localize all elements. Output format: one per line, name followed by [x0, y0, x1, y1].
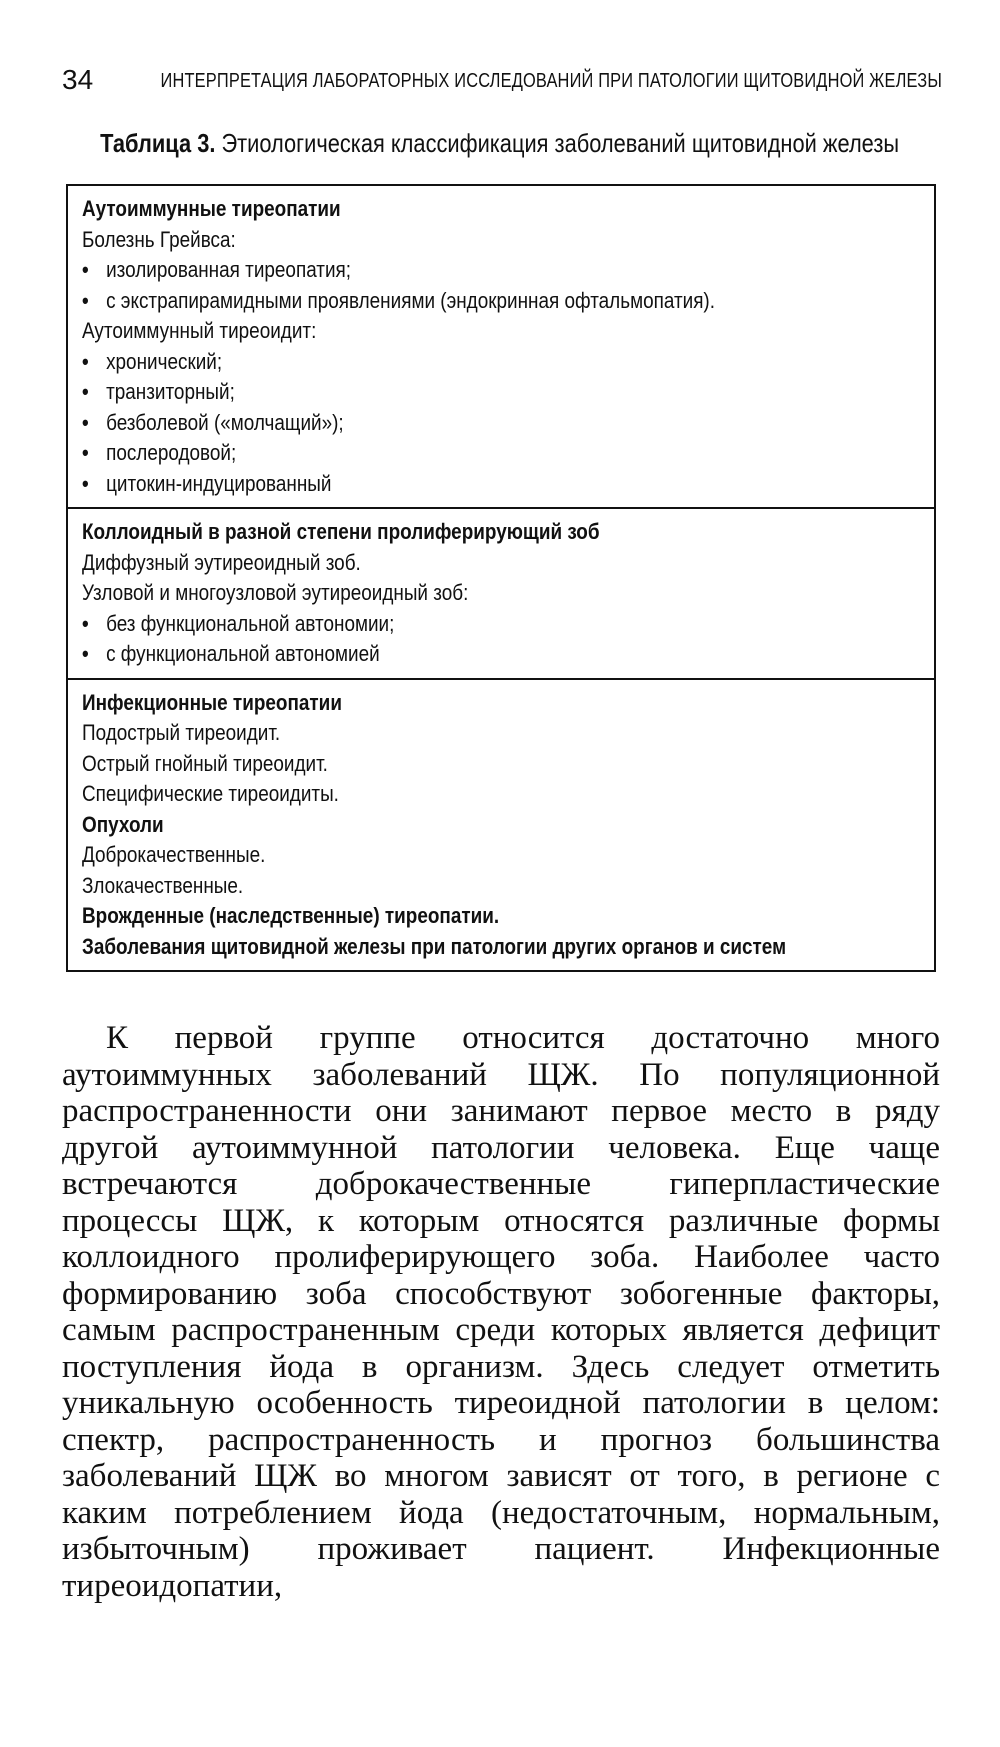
section-line: Диффузный эутиреоидный зоб.: [82, 549, 361, 575]
section-line: Специфические тиреоидиты.: [82, 781, 339, 806]
list-item: • цитокин-индуцированный: [82, 469, 803, 500]
table-caption: [0, 128, 1000, 159]
table-caption-label: Таблица 3.: [100, 128, 216, 158]
list-item: • с экстрапирамидными проявлениями (эндокринная офтальмопатия).: [82, 286, 803, 317]
list-item: • транзиторный;: [82, 377, 803, 408]
list-item: • с функциональной автономией: [82, 639, 803, 670]
list-item: • изолированная тиреопатия;: [82, 255, 803, 286]
section-heading: Инфекционные тиреопатии: [82, 689, 342, 715]
section-line: Злокачественные.: [82, 872, 244, 898]
section-heading: Коллоидный в разной степени пролиферирующий зоб: [82, 519, 600, 544]
section-line: Доброкачественные.: [82, 842, 266, 867]
list-item: • хронический;: [82, 347, 803, 378]
table-cell-autoimmune: [68, 186, 934, 507]
section-subheading: Узловой и многоузловой эутиреоидный зоб:: [82, 580, 469, 605]
section-line: Острый гнойный тиреоидит.: [82, 750, 328, 776]
table-cell-colloid-goiter: [68, 507, 934, 678]
list-item: • без функциональной автономии;: [82, 609, 803, 640]
list-item: • послеродовой;: [82, 438, 803, 469]
section-subheading: Болезнь Грейвса:: [82, 226, 236, 252]
table-caption-text: Этиологическая классификация заболеваний щитовидной железы: [221, 128, 900, 158]
body-paragraph: К первой группе относится достаточно много аутоиммунных заболеваний ЩЖ. По популяционной распространенности они занимают первое место в ряду другой аутоиммунной патологии человека. Еще чаще встречаются доброкачественные гиперпластические процессы ЩЖ, к которым относятся различные формы коллоидного пролиферирующего зоба. Наиболее часто формированию зоба способствуют зобогенные факторы, самым распространенным среди которых является дефицит поступления йода в организм. Здесь следует отметить уникальную особенность тиреоидной патологии в целом: спектр, распространенность и прогноз большинства заболеваний ЩЖ во многом зависят от того, в регионе с каким потреблением йода (недостаточным, нормальным, избыточным) проживает пациент. Инфекционные тиреоидопатии,: [62, 1020, 940, 1604]
table-cell-infectious-other: [68, 678, 934, 971]
section-heading: Врожденные (наследственные) тиреопатии.: [82, 903, 500, 928]
running-title: ИНТЕРПРЕТАЦИЯ ЛАБОРАТОРНЫХ ИССЛЕДОВАНИЙ ПРИ ПАТОЛОГИИ ЩИТОВИДНОЙ ЖЕЛЕЗЫ: [160, 70, 942, 92]
list-item: • безболевой («молчащий»);: [82, 408, 803, 439]
section-heading: Заболевания щитовидной железы при патологии других органов и систем: [82, 933, 787, 959]
classification-table: [66, 184, 936, 972]
section-heading: Аутоиммунные тиреопатии: [82, 196, 341, 221]
page-number: 34: [62, 64, 94, 95]
section-heading: Опухоли: [82, 811, 164, 837]
page-header: [62, 64, 942, 98]
section-line: Подострый тиреоидит.: [82, 720, 281, 745]
section-subheading: Аутоиммунный тиреоидит:: [82, 318, 317, 343]
